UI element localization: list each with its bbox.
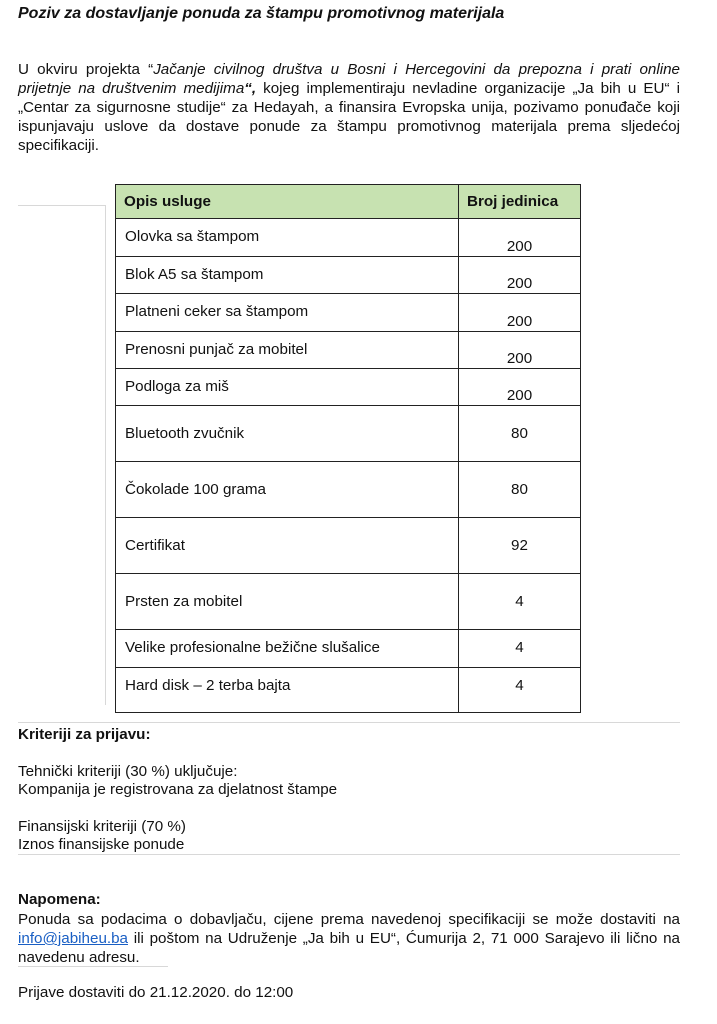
document-title: Poziv za dostavljanje ponuda za štampu promotivnog materijala bbox=[18, 5, 505, 22]
item-quantity: 80 bbox=[459, 462, 581, 518]
item-quantity: 92 bbox=[459, 518, 581, 574]
divider bbox=[18, 722, 680, 723]
item-name: Platneni ceker sa štampom bbox=[116, 294, 459, 332]
item-quantity: 200 bbox=[459, 219, 581, 257]
table-row bbox=[116, 294, 581, 332]
item-name: Certifikat bbox=[116, 518, 459, 574]
item-quantity: 4 bbox=[459, 630, 581, 668]
item-name: Olovka sa štampom bbox=[116, 219, 459, 257]
financial-criteria-label: Finansijski kriteriji (70 %) bbox=[18, 818, 186, 835]
project-closing-quote: “, bbox=[244, 80, 257, 97]
note-title: Napomena: bbox=[18, 891, 101, 908]
table-row bbox=[116, 406, 581, 462]
table-row bbox=[116, 630, 581, 668]
table-row bbox=[116, 668, 581, 713]
item-name: Prsten za mobitel bbox=[116, 574, 459, 630]
project-name: Jačanje civilnog društva u Bosni i Hercegovini da prepozna i prati online prijetnje na društvenim medijima bbox=[18, 61, 680, 97]
item-quantity: 200 bbox=[459, 257, 581, 294]
note-text-after: ili poštom na Udruženje „Ja bih u EU“, Ćumurija 2, 71 000 Sarajevo ili lično na navedenu adresu. bbox=[18, 930, 680, 966]
criteria-title: Kriteriji za prijavu: bbox=[18, 726, 151, 743]
technical-criteria-label: Tehnički kriteriji (30 %) uključuje: bbox=[18, 763, 238, 780]
divider bbox=[18, 854, 680, 855]
technical-criteria-item: Kompanija je registrovana za djelatnost štampe bbox=[18, 781, 338, 798]
table-row bbox=[116, 574, 581, 630]
email-link[interactable]: info@jabiheu.ba bbox=[18, 930, 128, 947]
item-name: Prenosni punjač za mobitel bbox=[116, 332, 459, 369]
item-quantity: 200 bbox=[459, 369, 581, 406]
intro-lead-text: U okviru projekta “ bbox=[18, 61, 154, 78]
item-quantity: 200 bbox=[459, 332, 581, 369]
item-name: Podloga za miš bbox=[116, 369, 459, 406]
financial-criteria-item: Iznos finansijske ponude bbox=[18, 836, 185, 853]
specification-table bbox=[115, 184, 581, 713]
deadline-text: Prijave dostaviti do 21.12.2020. do 12:00 bbox=[18, 984, 294, 1001]
note-text-before: Ponuda sa podacima o dobavljaču, cijene prema navedenoj specifikaciji se može dostaviti na bbox=[18, 911, 680, 928]
column-header-description: Opis usluge bbox=[116, 185, 459, 219]
item-name: Bluetooth zvučnik bbox=[116, 406, 459, 462]
table-header-row bbox=[116, 185, 581, 219]
table-row bbox=[116, 332, 581, 369]
intro-rest-text: kojeg implementiraju nevladine organizacije „Ja bih u EU“ i „Centar za sigurnosne studije“ za Hedayah, a finansira Evropska unija, pozivamo ponuđače koji ispunjavaju uslove da dostave ponude za štampu promotivnog materijala prema sljedećoj specifikaciji. bbox=[18, 80, 680, 154]
item-name: Hard disk – 2 terba bajta bbox=[116, 668, 459, 713]
table-row bbox=[116, 219, 581, 257]
table-row bbox=[116, 369, 581, 406]
intro-paragraph bbox=[18, 60, 680, 155]
divider bbox=[18, 966, 168, 967]
item-name: Velike profesionalne bežične slušalice bbox=[116, 630, 459, 668]
table-row bbox=[116, 518, 581, 574]
item-name: Blok A5 sa štampom bbox=[116, 257, 459, 294]
item-quantity: 4 bbox=[459, 668, 581, 713]
divider bbox=[18, 205, 106, 206]
note-paragraph bbox=[18, 910, 680, 967]
divider bbox=[105, 205, 106, 705]
item-name: Čokolade 100 grama bbox=[116, 462, 459, 518]
item-quantity: 4 bbox=[459, 574, 581, 630]
table-row bbox=[116, 462, 581, 518]
item-quantity: 80 bbox=[459, 406, 581, 462]
table-row bbox=[116, 257, 581, 294]
column-header-quantity: Broj jedinica bbox=[459, 185, 581, 219]
item-quantity: 200 bbox=[459, 294, 581, 332]
